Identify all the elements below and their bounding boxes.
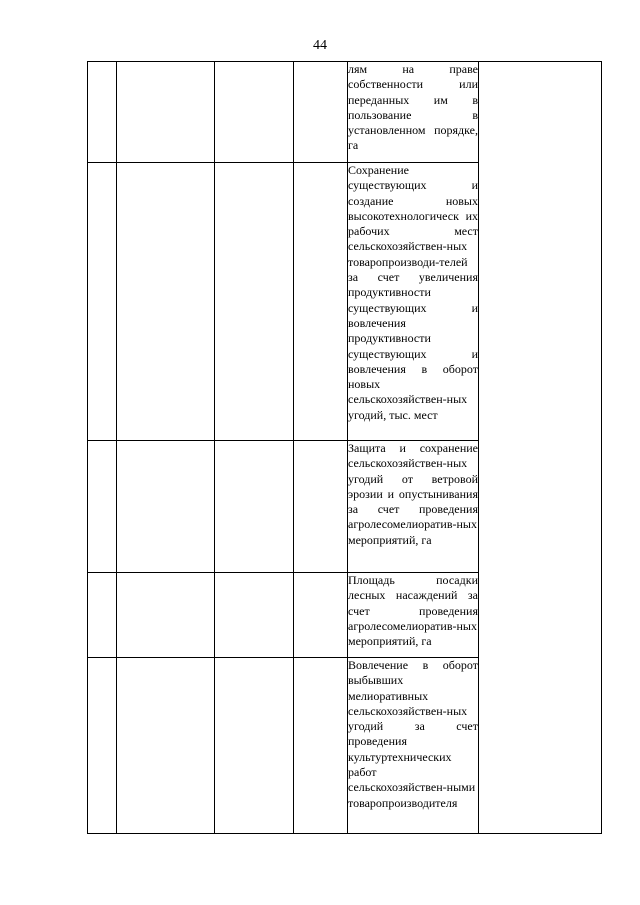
table-cell-indicator [348,163,479,441]
table-cell-executor [215,658,294,834]
table-cell-number [88,62,117,163]
table-cell-period [294,62,348,163]
table-cell-name [117,441,215,573]
indicator-text: Защита и сохранение сельскохозяйствен-ных угодий от ветровой эрозии и опустынивания за счет проведения агролесомелиоратив-ных мероприятий, га [348,441,478,547]
table-cell-period [294,163,348,441]
indicator-text: Вовлечение в оборот выбывших мелиоративных сельскохозяйствен-ных угодий за счет проведения культуртехнических работ сельскохозяйствен-ными товаропроизводителя [348,658,478,810]
table-cell-number [88,573,117,658]
table-cell-indicator [348,62,479,163]
indicator-text: Сохранение существующих и создание новых высокотехнологическ их рабочих мест сельскохозяйствен-ных товаропроизводи-телей за счет увеличения продуктивности существующих и вовлечения продуктивности существующих и вовлечения в оборот новых сельскохозяйствен-ных угодий, тыс. мест [348,163,478,422]
table-cell-indicator [348,573,479,658]
table-cell-indicator [348,441,479,573]
table-cell-name [117,163,215,441]
table-cell-number [88,163,117,441]
indicator-text: лям на праве собственности или переданных им в пользование в установленном порядке, га [348,62,478,153]
table-cell-period [294,573,348,658]
table-cell-executor [215,441,294,573]
table-cell-indicator [348,658,479,834]
table-cell-number [88,658,117,834]
table-cell-executor [215,573,294,658]
table-cell-period [294,441,348,573]
table-cell-executor [215,163,294,441]
indicators-table [87,61,602,834]
table-cell-name [117,658,215,834]
table-row [88,62,602,163]
table-cell-name [117,573,215,658]
table-cell-link [479,62,602,834]
indicator-text: Площадь посадки лесных насаждений за счет проведения агролесомелиоратив-ных мероприятий, га [348,573,478,649]
page-number: 44 [313,38,327,53]
table-cell-number [88,441,117,573]
table-cell-executor [215,62,294,163]
table-cell-period [294,658,348,834]
table-cell-name [117,62,215,163]
